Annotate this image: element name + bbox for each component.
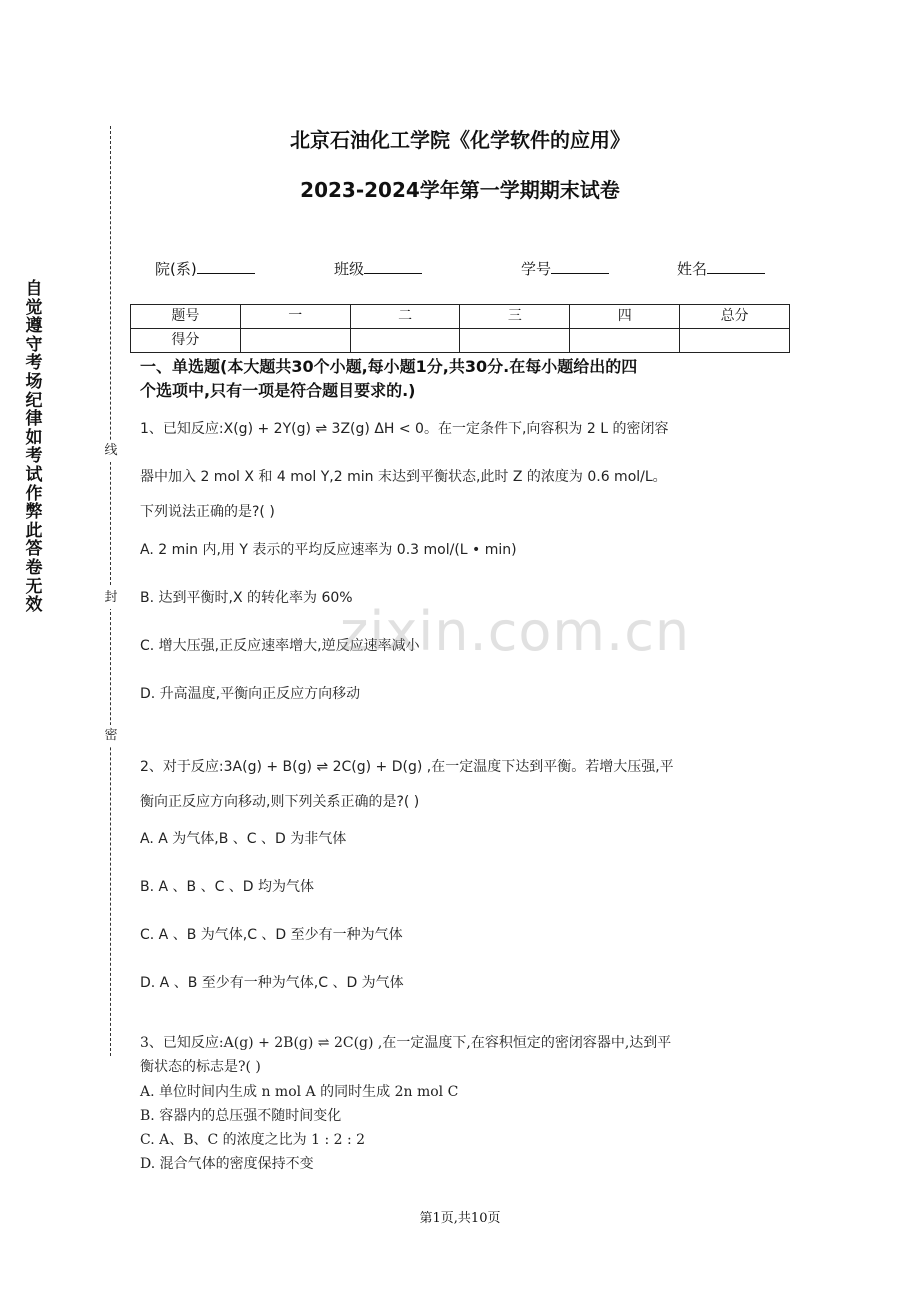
question-1-line: 器中加入 2 mol X 和 4 mol Y,2 min 末达到平衡状态,此时 Z 的浓度为 0.6 mol/L。	[140, 469, 667, 485]
score-cell[interactable]	[680, 329, 790, 353]
college-field	[155, 258, 255, 279]
score-header-cell: 题号	[131, 305, 241, 329]
score-header-cell: 四	[570, 305, 680, 329]
section-heading-line: 一、单选题(本大题共30个小题,每小题1分,共30分.在每小题给出的四	[140, 357, 638, 376]
college-blank[interactable]	[197, 259, 255, 274]
student-id-field	[521, 258, 609, 279]
watermark-text: zixin.com.cn	[340, 600, 691, 663]
question-3-option-d: D. 混合气体的密度保持不变	[140, 1156, 314, 1172]
exam-title: 北京石油化工学院《化学软件的应用》	[290, 128, 630, 152]
question-2-line: 2、对于反应:3A(g) + B(g) ⇌ 2C(g) + D(g) ,在一定温度下达到平衡。若增大压强,平	[140, 759, 674, 775]
score-cell[interactable]	[460, 329, 570, 353]
question-1-option-b: B. 达到平衡时,X 的转化率为 60%	[140, 590, 353, 606]
score-table-header-row	[131, 305, 790, 329]
question-3-option-a: A. 单位时间内生成 n mol A 的同时生成 2n mol C	[140, 1084, 459, 1100]
question-2-option-a: A. A 为气体,B 、C 、D 为非气体	[140, 831, 347, 847]
question-1-option-d: D. 升高温度,平衡向正反应方向移动	[140, 686, 361, 702]
section-heading-line: 个选项中,只有一项是符合题目要求的.)	[140, 381, 416, 400]
name-label: 姓名	[677, 260, 708, 278]
question-3-option-b: B. 容器内的总压强不随时间变化	[140, 1108, 342, 1124]
score-table	[130, 304, 790, 353]
section-heading	[140, 355, 790, 403]
binding-mark-seal: 封	[102, 587, 120, 609]
exam-discipline-note: 自觉遵守考场纪律如考试作弊此答卷无效	[25, 279, 43, 616]
question-3-line: 3、已知反应:A(g) + 2B(g) ⇌ 2C(g) ,在一定温度下,在容积恒定的密闭容器中,达到平	[140, 1035, 672, 1051]
score-header-cell: 一	[240, 305, 350, 329]
score-header-cell: 三	[460, 305, 570, 329]
question-1-line: 1、已知反应:X(g) + 2Y(g) ⇌ 3Z(g) ΔH < 0。在一定条件下,向容积为 2 L 的密闭容	[140, 421, 669, 437]
student-id-label: 学号	[521, 260, 552, 278]
exam-subtitle: 2023-2024学年第一学期期末试卷	[300, 178, 620, 202]
name-blank[interactable]	[707, 259, 765, 274]
score-header-cell: 二	[350, 305, 460, 329]
name-field	[677, 258, 765, 279]
question-1-option-a: A. 2 min 内,用 Y 表示的平均反应速率为 0.3 mol/(L • min)	[140, 542, 517, 558]
score-cell[interactable]	[240, 329, 350, 353]
class-field	[334, 258, 422, 279]
question-3-option-c: C. A、B、C 的浓度之比为 1 : 2 : 2	[140, 1132, 366, 1148]
score-cell[interactable]	[570, 329, 680, 353]
question-3-line: 衡状态的标志是?( )	[140, 1059, 261, 1075]
question-1-line: 下列说法正确的是?( )	[140, 504, 275, 520]
score-header-cell: 总分	[680, 305, 790, 329]
binding-mark-line: 线	[102, 440, 120, 462]
question-2-line: 衡向正反应方向移动,则下列关系正确的是?( )	[140, 794, 420, 810]
page-number: 第1页,共10页	[419, 1211, 501, 1226]
question-2-option-c: C. A 、B 为气体,C 、D 至少有一种为气体	[140, 927, 403, 943]
score-table-score-row	[131, 329, 790, 353]
binding-mark-secret: 密	[102, 725, 120, 747]
question-1-option-c: C. 增大压强,正反应速率增大,逆反应速率减小	[140, 638, 420, 654]
student-id-blank[interactable]	[551, 259, 609, 274]
question-2-option-d: D. A 、B 至少有一种为气体,C 、D 为气体	[140, 975, 404, 991]
class-blank[interactable]	[364, 259, 422, 274]
score-cell[interactable]	[350, 329, 460, 353]
college-label: 院(系)	[155, 260, 197, 278]
score-row-label: 得分	[131, 329, 241, 353]
question-2-option-b: B. A 、B 、C 、D 均为气体	[140, 879, 315, 895]
class-label: 班级	[334, 260, 365, 278]
